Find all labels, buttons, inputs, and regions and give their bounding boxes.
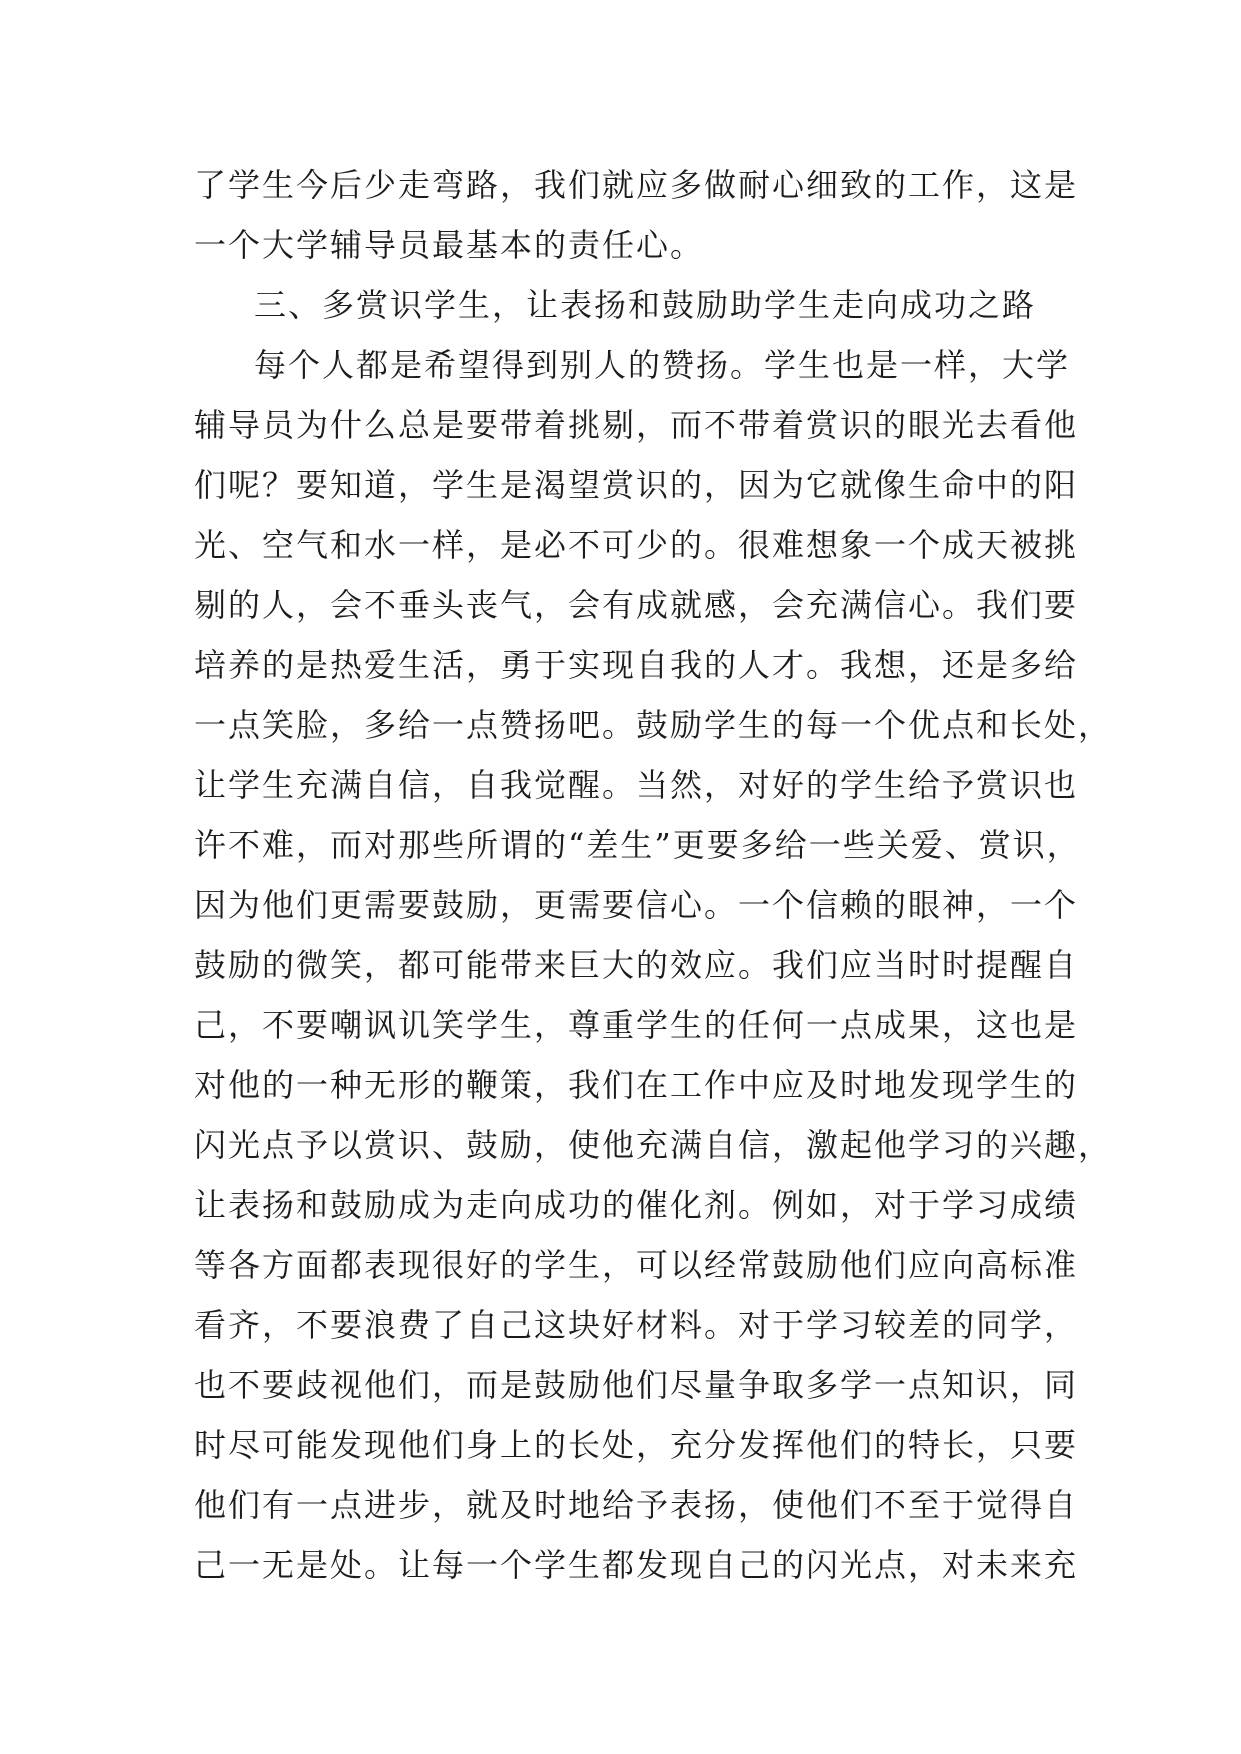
paragraph-line: 己，不要嘲讽讥笑学生，尊重学生的任何一点成果，这也是 <box>194 1006 1079 1044</box>
paragraph-line: 对他的一种无形的鞭策，我们在工作中应及时地发现学生的 <box>194 1066 1079 1104</box>
paragraph-line: 辅导员为什么总是要带着挑剔，而不带着赏识的眼光去看他 <box>194 406 1079 444</box>
paragraph-line: 他们有一点进步，就及时地给予表扬，使他们不至于觉得自 <box>194 1486 1079 1524</box>
section-heading: 三、多赏识学生，让表扬和鼓励助学生走向成功之路 <box>254 286 1037 324</box>
paragraph-line: 许不难，而对那些所谓的“差生”更要多给一些关爱、赏识， <box>194 826 1081 864</box>
paragraph-line: 让表扬和鼓励成为走向成功的催化剂。例如，对于学习成绩 <box>194 1186 1079 1224</box>
continuation-line-2: 一个大学辅导员最基本的责任心。 <box>194 226 705 264</box>
paragraph-line: 闪光点予以赏识、鼓励，使他充满自信，激起他学习的兴趣， <box>194 1126 1113 1164</box>
continuation-line-1: 了学生今后少走弯路，我们就应多做耐心细致的工作，这是 <box>194 166 1079 204</box>
paragraph-line: 每个人都是希望得到别人的赞扬。学生也是一样，大学 <box>254 346 1071 384</box>
paragraph-line: 培养的是热爱生活，勇于实现自我的人才。我想，还是多给 <box>194 646 1079 684</box>
paragraph-line: 光、空气和水一样，是必不可少的。很难想象一个成天被挑 <box>194 526 1079 564</box>
paragraph-line: 鼓励的微笑，都可能带来巨大的效应。我们应当时时提醒自 <box>194 946 1079 984</box>
paragraph-line: 因为他们更需要鼓励，更需要信心。一个信赖的眼神，一个 <box>194 886 1079 924</box>
paragraph-line: 也不要歧视他们，而是鼓励他们尽量争取多学一点知识，同 <box>194 1366 1079 1404</box>
document-body <box>194 155 1113 1595</box>
paragraph-line: 时尽可能发现他们身上的长处，充分发挥他们的特长，只要 <box>194 1426 1079 1464</box>
paragraph-line: 们呢？要知道，学生是渴望赏识的，因为它就像生命中的阳 <box>194 466 1079 504</box>
paragraph-line: 一点笑脸，多给一点赞扬吧。鼓励学生的每一个优点和长处， <box>194 706 1113 744</box>
paragraph-line: 己一无是处。让每一个学生都发现自己的闪光点，对未来充 <box>194 1546 1079 1584</box>
paragraph-line: 等各方面都表现很好的学生，可以经常鼓励他们应向高标准 <box>194 1246 1079 1284</box>
paragraph-line: 让学生充满自信，自我觉醒。当然，对好的学生给予赏识也 <box>194 766 1079 804</box>
paragraph-line: 看齐，不要浪费了自己这块好材料。对于学习较差的同学， <box>194 1306 1079 1344</box>
paragraph-line: 剔的人，会不垂头丧气，会有成就感，会充满信心。我们要 <box>194 586 1079 624</box>
